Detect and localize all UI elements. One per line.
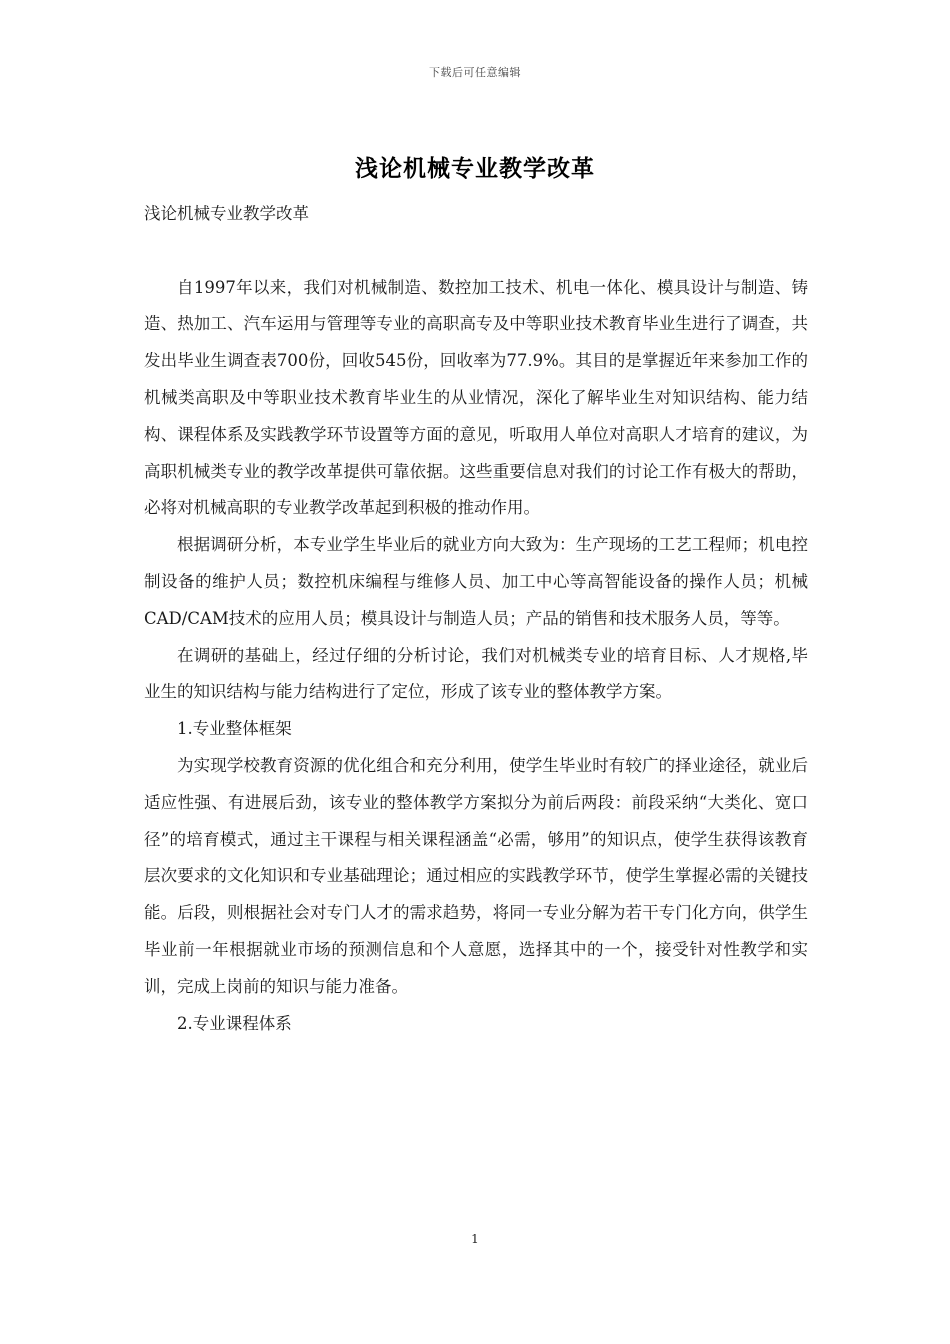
page-header: 下载后可任意编辑 [429,66,521,79]
paragraph-framework: 为实现学校教育资源的优化组合和充分利用，使学生毕业时有较广的择业途径，就业后适应性强、有进展后劲，该专业的整体教学方案拟分为前后两段：前段采纳“大类化、宽口径”的培育模式，通过主干课程与相关课程涵盖“必需，够用”的知识点，使学生获得该教育层次要求的文化知识和专业基础理论；通过相应的实践教学环节，使学生掌握必需的关键技能。后段，则根据社会对专门人才的需求趋势，将同一专业分解为若干专门化方向，供学生毕业前一年根据就业市场的预测信息和个人意愿，选择其中的一个，接受针对性教学和实训，完成上岗前的知识与能力准备。 [144,755,808,996]
document-subtitle: 浅论机械专业教学改革 [144,204,309,223]
paragraph-positioning: 在调研的基础上，经过仔细的分析讨论，我们对机械类专业的培育目标、人才规格,毕业生的知识结构与能力结构进行了定位，形成了该专业的整体教学方案。 [144,645,808,702]
section-heading-framework: 1.专业整体框架 [177,719,292,739]
document-title: 浅论机械专业教学改革 [355,155,595,182]
blank-line [144,233,808,270]
paragraph-employment: 根据调研分析，本专业学生毕业后的就业方向大致为：生产现场的工艺工程师；机电控制设备的维护人员；数控机床编程与维修人员、加工中心等高智能设备的操作人员；机械CAD/CAM技术的应用人员；模具设计与制造人员；产品的销售和技术服务人员，等等。 [144,535,808,628]
page-number: 1 [471,1232,479,1246]
paragraph-survey: 自1997年以来，我们对机械制造、数控加工技术、机电一体化、模具设计与制造、铸造、热加工、汽车运用与管理等专业的高职高专及中等职业技术教育毕业生进行了调查，共发出毕业生调查表700份，回收545份，回收率为77.9%。其目的是掌握近年来参加工作的机械类高职及中等职业技术教育毕业生的从业情况，深化了解毕业生对知识结构、能力结构、课程体系及实践教学环节设置等方面的意见，听取用人单位对高职人才培育的建议，为高职机械类专业的教学改革提供可靠依据。这些重要信息对我们的讨论工作有极大的帮助，必将对机械高职的专业教学改革起到积极的推动作用。 [144,277,808,518]
document-body [144,196,808,1042]
section-heading-curriculum: 2.专业课程体系 [177,1013,292,1033]
